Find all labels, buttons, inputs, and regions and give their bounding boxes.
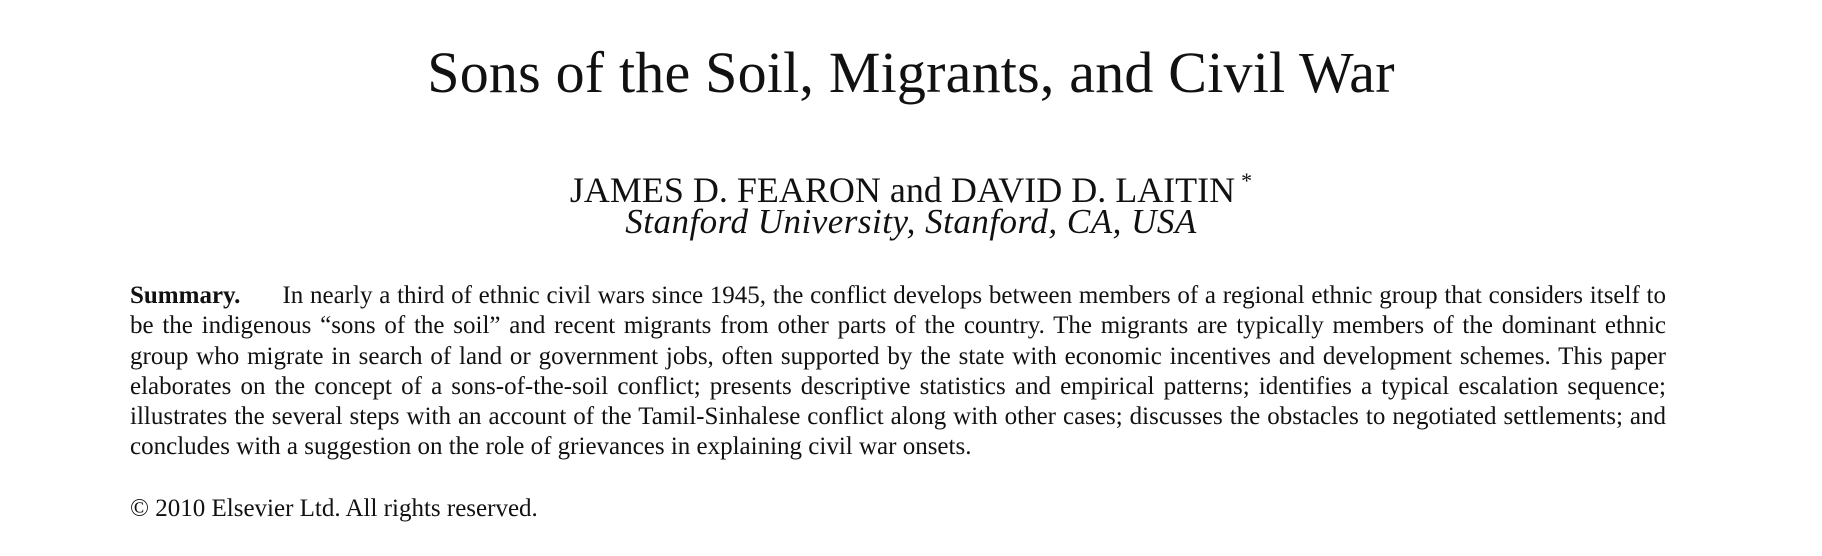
copyright-notice: © 2010 Elsevier Ltd. All rights reserved. (130, 495, 538, 522)
abstract-paragraph (130, 281, 1666, 463)
author-affiliation: Stanford University, Stanford, CA, USA (625, 202, 1197, 241)
summary-text: In nearly a third of ethnic civil wars since 1945, the conflict develops between members of a regional ethnic group that considers itself to be the indigenous “sons of the soil” and recent migrants from other parts of the country. The migrants are typically members of the dominant ethnic group who migrate in search of land or government jobs, often supported by the state with economic incentives and development schemes. This paper elaborates on the concept of a sons-of-the-soil conflict; presents descriptive statistics and empirical patterns; identifies a typical escalation sequence; illustrates the several steps with an account of the Tamil-Sinhalese conflict along with other cases; discusses the obstacles to negotiated settlements; and concludes with a suggestion on the role of grievances in explaining civil war onsets. (130, 282, 1666, 461)
paper-title: Sons of the Soil, Migrants, and Civil War (427, 40, 1395, 105)
author-names: JAMES D. FEARON and DAVID D. LAITIN (569, 170, 1236, 210)
summary-label: Summary. (130, 282, 241, 309)
author-footnote-marker[interactable]: * (1241, 168, 1253, 193)
